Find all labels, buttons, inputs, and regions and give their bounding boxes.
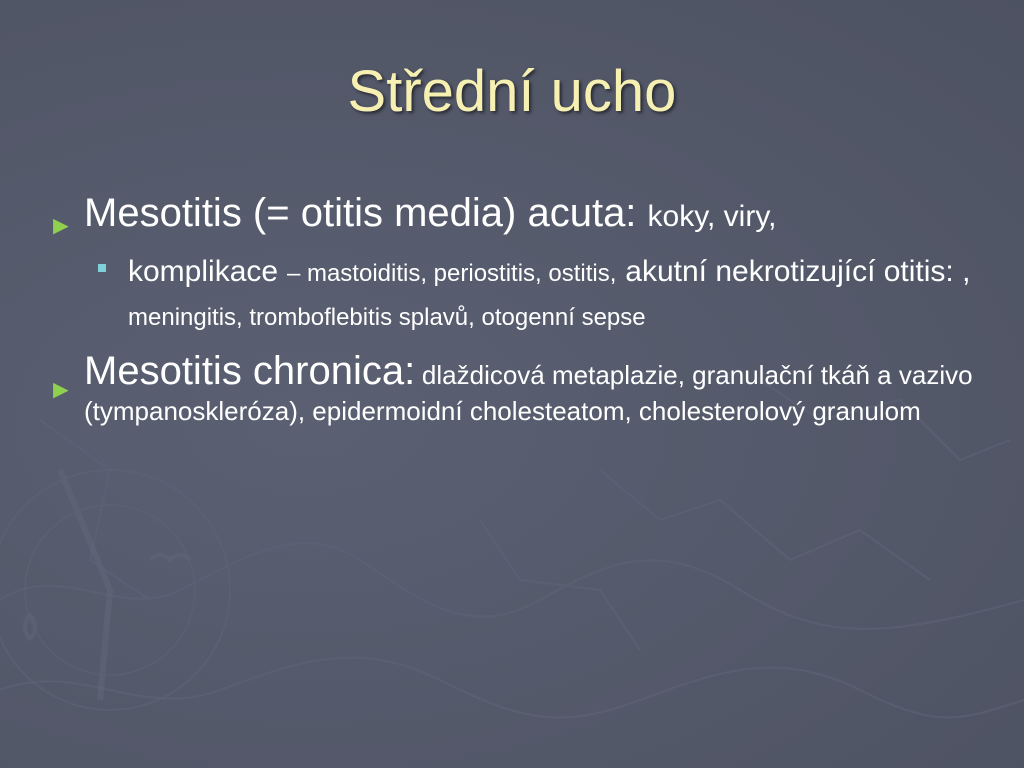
slide-content <box>48 188 988 430</box>
square-bullet-icon <box>98 264 106 272</box>
sub-bullet-part4: meningitis, tromboflebitis splavů, otogenní sepse <box>128 304 646 331</box>
bullet-heading: Mesotitis (= otitis media) acuta: <box>84 191 637 235</box>
sub-bullet-complications <box>128 250 988 338</box>
sub-bullet-part1: komplikace <box>128 255 279 288</box>
bullet-item-chronic <box>48 349 988 430</box>
sub-bullet-part2: – mastoiditis, periostitis, ostitis, <box>286 260 617 287</box>
bullet-detail: koky, viry, <box>647 200 777 233</box>
triangle-bullet-icon: ► <box>48 374 74 404</box>
bullet-item-acute <box>48 188 988 242</box>
bullet-detail: dlaždicová metaplazie, granulační tkáň a vazivo (tympanoskleróza), epidermoidní cholesteatom, cholesterolový granulom <box>84 360 973 426</box>
sub-bullet-part3: akutní nekrotizující otitis: , <box>625 255 971 288</box>
triangle-bullet-icon: ► <box>48 210 74 240</box>
slide-title: Střední ucho <box>347 59 677 124</box>
bullet-heading: Mesotitis chronica: <box>84 349 416 393</box>
